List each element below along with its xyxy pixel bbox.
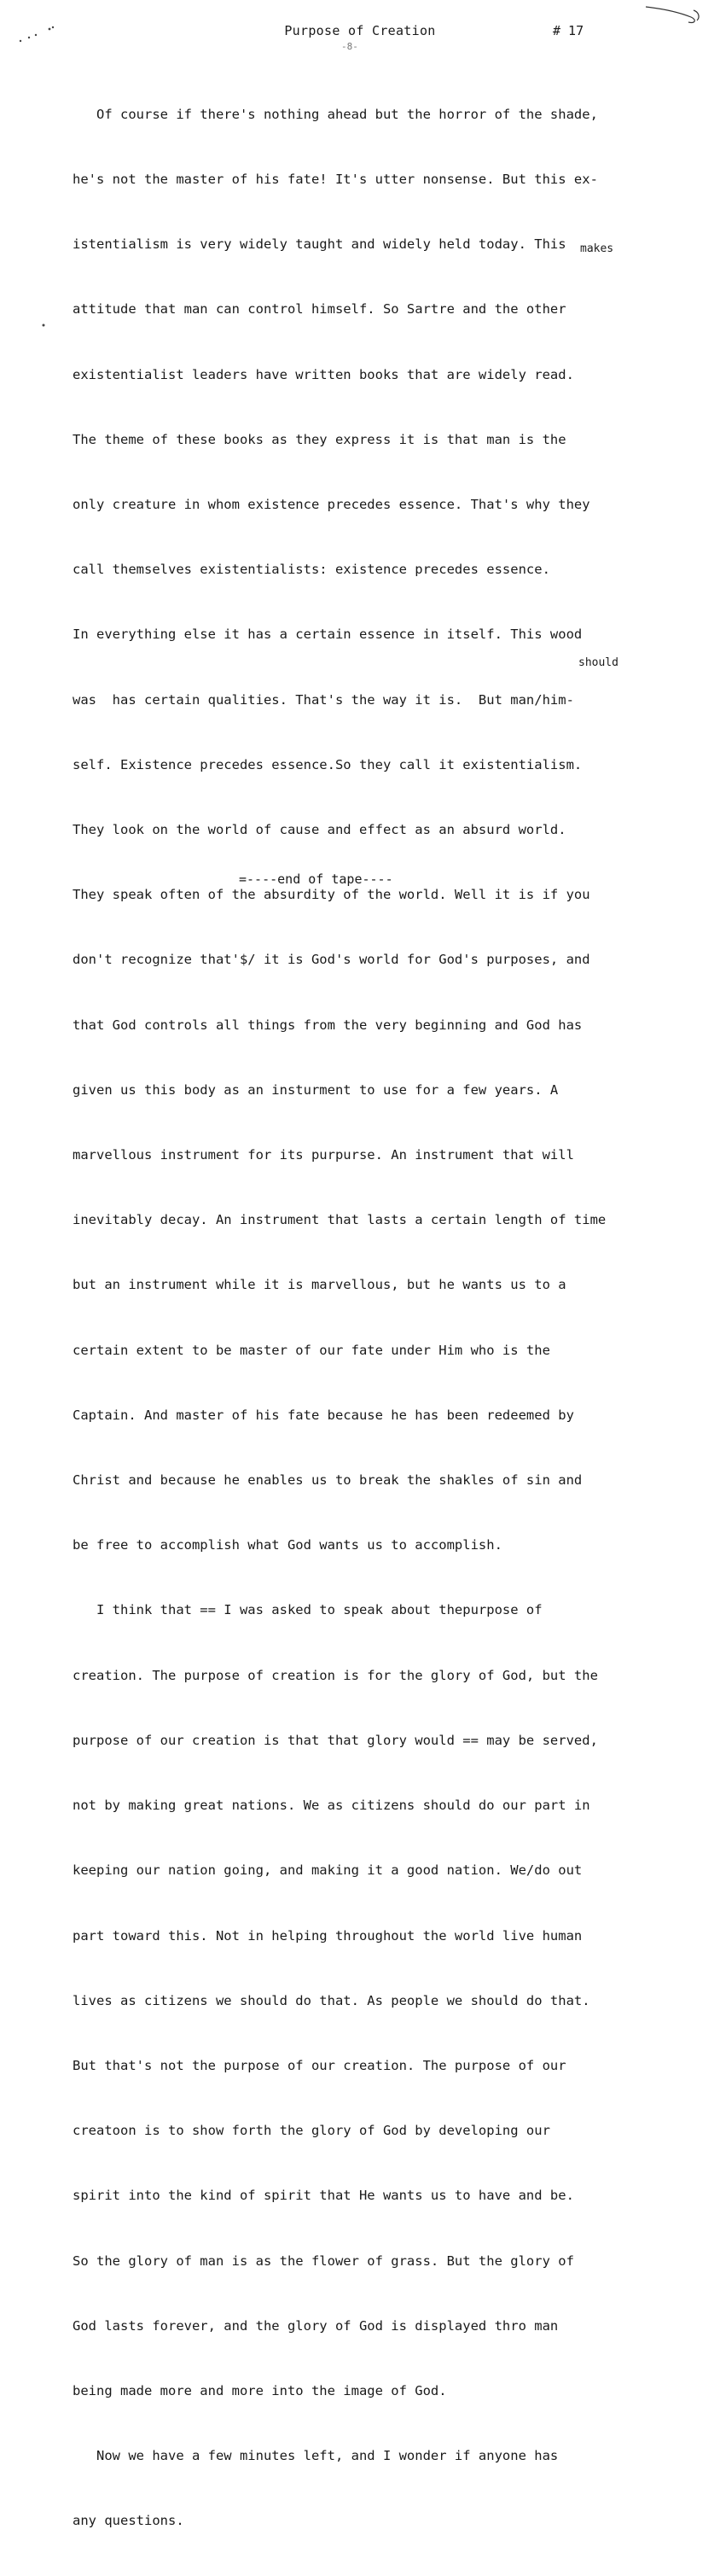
text-line: inevitably decay. An instrument that lasts a certain length of time [73, 1212, 607, 1228]
text-line: but an instrument while it is marvellous, but he wants us to a [73, 1277, 566, 1293]
text-line: The theme of these books as they express it is that man is the [73, 431, 566, 447]
text-line: God lasts forever, and the glory of God is displayed thro man [73, 2317, 559, 2334]
text-line: call themselves existentialists: existence precedes essence. [73, 562, 550, 578]
text-line: So the glory of man is as the flower of grass. But the glory of [73, 2253, 574, 2269]
text-line: be free to accomplish what God wants us to accomplish. [73, 1537, 502, 1553]
text-line: creatoon is to show forth the glory of God by developing our [73, 2123, 550, 2139]
text-line: Of course if there's nothing ahead but the horror of the shade, [73, 106, 598, 122]
transcript-body [73, 61, 670, 2576]
text-line: creation. The purpose of creation is for the glory of God, but the [73, 1667, 598, 1683]
page-mark: -8- [341, 41, 358, 52]
text-line: keeping our nation going, and making it a good nation. We/do out [73, 1862, 583, 1879]
text-line: purpose of our creation is that that glory would == may be served, [73, 1732, 598, 1748]
text-line: But that's not the purpose of our creation. The purpose of our [73, 2057, 566, 2073]
text-line: They look on the world of cause and effect as an absurd world. [73, 822, 566, 838]
text-line: Now we have a few minutes left, and I wonder if anyone has [73, 2448, 559, 2464]
text-line: They speak often of the absurdity of the world. Well it is if you [73, 887, 590, 903]
text-line: lives as citizens we should do that. As people we should do that. [73, 1992, 590, 2008]
text-line: spirit into the kind of spirit that He wants us to have and be. [73, 2188, 574, 2204]
text-line: I think that == I was asked to speak about thepurpose of [73, 1602, 543, 1618]
end-of-tape: =----end of tape---- [239, 871, 393, 887]
text-line: Christ and because he enables us to break the shakles of sin and [73, 1472, 583, 1489]
text-line: existentialist leaders have written books that are widely read. [73, 366, 574, 382]
text-line: certain extent to be master of our fate under Him who is the [73, 1342, 550, 1358]
page-number: # 17 [553, 23, 584, 38]
insertion-makes: makes [580, 242, 614, 255]
text-line: was has certain qualities. That's the way it is. But man/him- [73, 691, 574, 708]
text-line: he's not the master of his fate! It's utter nonsense. But this ex- [73, 172, 598, 188]
text-line: being made more and more into the image of God. [73, 2382, 447, 2398]
text-line: don't recognize that'$/ it is God's world for God's purposes, and [73, 952, 590, 968]
text-line: given us this body as an insturment to use for a few years. A [73, 1081, 559, 1098]
text-line: that God controls all things from the very beginning and God has [73, 1017, 583, 1033]
stray-dot-mark [41, 323, 46, 328]
text-line: only creature in whom existence precedes essence. That's why they [73, 497, 590, 513]
text-line: marvellous instrument for its purpurse. An instrument that will [73, 1147, 574, 1163]
text-line: attitude that man can control himself. So Sartre and the other [73, 301, 566, 318]
text-line: part toward this. Not in helping throughout the world live human [73, 1927, 583, 1944]
text-line: istentialism is very widely taught and widely held today. This [73, 236, 566, 253]
text-line: self. Existence precedes essence.So they call it existentialism. [73, 756, 583, 772]
page-title: Purpose of Creation [284, 23, 436, 38]
text-line: not by making great nations. We as citizens should do our part in [73, 1798, 590, 1814]
text-line: any questions. [73, 2513, 184, 2529]
text-line: Captain. And master of his fate because he has been redeemed by [73, 1407, 574, 1423]
text-line: In everything else it has a certain essence in itself. This wood [73, 627, 583, 643]
insertion-should: should [578, 656, 618, 669]
